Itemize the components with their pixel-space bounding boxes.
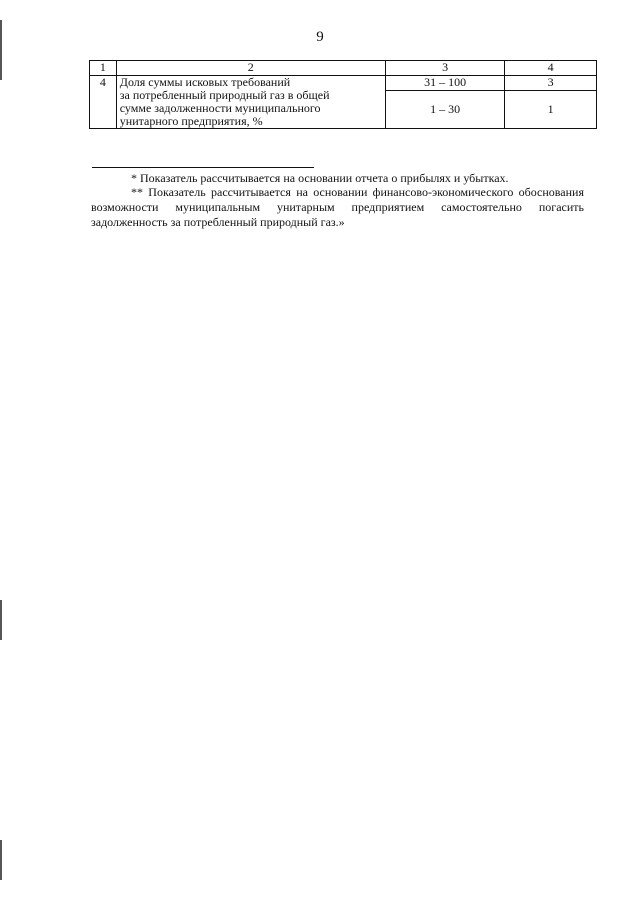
page-number: 9: [316, 29, 324, 45]
footnote-2: ** Показатель рассчитывается на основании финансово-экономического обоснования возможности муниципальным унитарным предприятием самостоятельно погасить задолженность за потребленный природный газ.»: [91, 185, 584, 229]
score-cell: 1: [505, 91, 597, 129]
table-row: [90, 76, 597, 91]
footnote-separator: [92, 167, 314, 168]
row-index-cell: 4: [90, 76, 117, 129]
range-cell: 1 – 30: [385, 91, 504, 129]
scan-edge-mark: [0, 840, 2, 880]
score-cell: 3: [505, 76, 597, 91]
range-cell: 31 – 100: [385, 76, 504, 91]
header-cell-4: 4: [505, 61, 597, 76]
criteria-table: [89, 60, 597, 129]
header-cell-1: 1: [90, 61, 117, 76]
indicator-cell: Доля суммы исковых требований за потребленный природный газ в общей сумме задолженности муниципального унитарного предприятия, %: [116, 76, 385, 129]
header-cell-3: 3: [385, 61, 504, 76]
scan-edge-mark: [0, 600, 2, 640]
table-header-row: [90, 61, 597, 76]
footnote-1: * Показатель рассчитывается на основании отчета о прибылях и убытках.: [131, 171, 509, 185]
header-cell-2: 2: [116, 61, 385, 76]
scan-edge-mark: [0, 20, 2, 80]
